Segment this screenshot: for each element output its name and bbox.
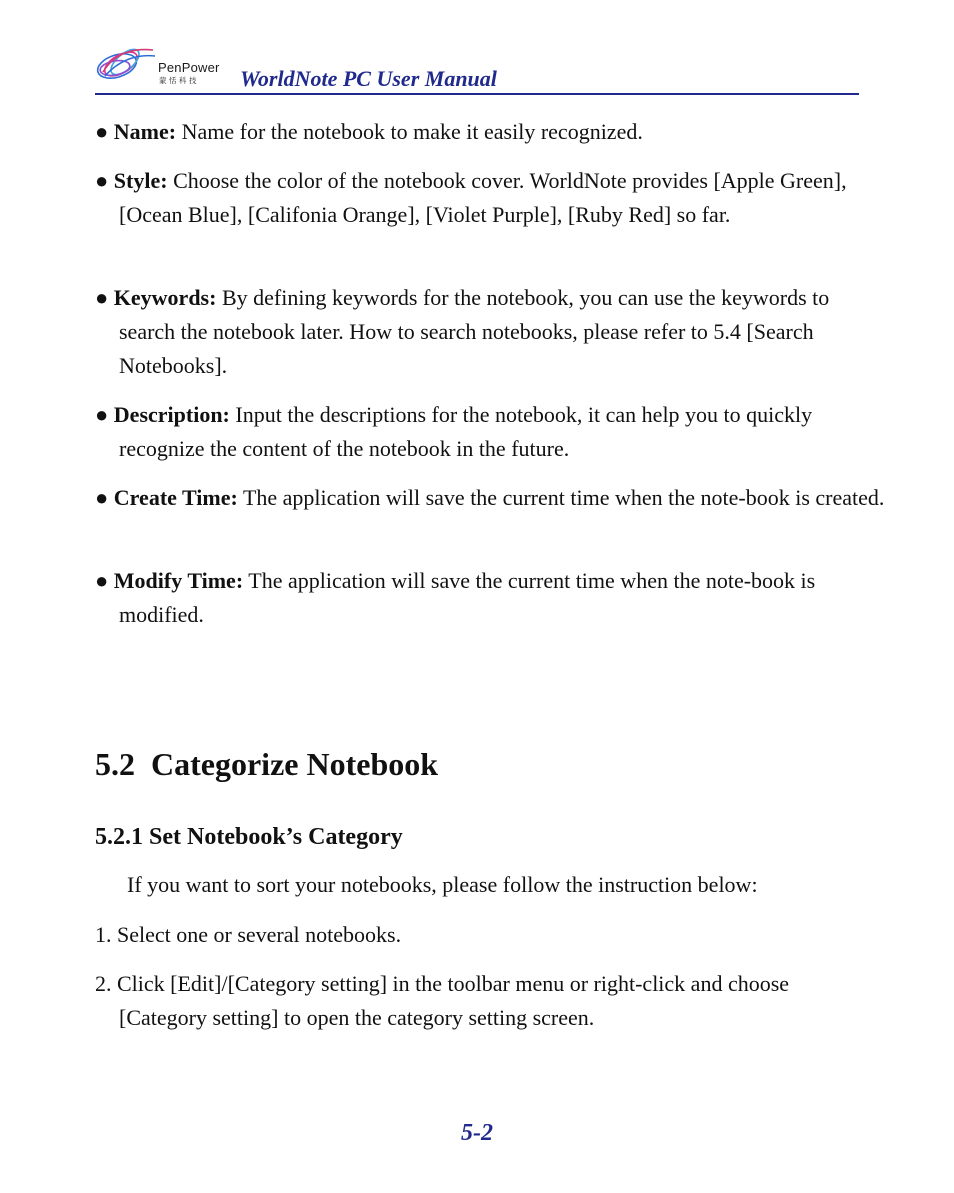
bullet-icon: ● xyxy=(95,485,109,510)
field-name xyxy=(95,115,889,149)
field-description xyxy=(95,398,889,466)
page-number: 5-2 xyxy=(461,1120,493,1146)
bullet-icon: ● xyxy=(95,568,109,593)
bullet-icon: ● xyxy=(95,168,109,193)
bullet-icon: ● xyxy=(95,119,109,144)
field-text: The application will save the current time when the note-book is created. xyxy=(242,485,885,510)
field-style xyxy=(95,164,889,232)
field-text: The application will save the current time when the note-book is modified. xyxy=(119,568,816,627)
field-term: Modify Time: xyxy=(113,568,244,593)
field-create-time xyxy=(95,481,889,515)
subsection-heading: 5.2.1 Set Notebook’s Category xyxy=(95,824,403,850)
manual-title: WorldNote PC User Manual xyxy=(240,66,497,91)
brand-chinese: 蒙恬科技 xyxy=(159,76,199,85)
field-term: Keywords: xyxy=(113,285,217,310)
penpower-logo xyxy=(95,42,157,86)
brand-name: PenPower xyxy=(158,60,220,75)
page-header xyxy=(95,42,859,96)
field-text: By defining keywords for the notebook, you can use the keywords to search the notebook later. How to search notebooks, please refer to 5.4 [Search Notebooks]. xyxy=(119,285,830,378)
intro-paragraph: If you want to sort your notebooks, please follow the instruction below: xyxy=(127,872,758,897)
field-term: Style: xyxy=(113,168,168,193)
field-keywords xyxy=(95,281,889,383)
step-item: 1. Select one or several notebooks. xyxy=(95,922,402,947)
field-text: Name for the notebook to make it easily recognized. xyxy=(181,119,643,144)
field-text: Choose the color of the notebook cover. WorldNote provides [Apple Green], [Ocean Blue], [Califonia Orange], [Violet Purple], [Ruby Red] so far. xyxy=(119,168,847,227)
step-item: 2. Click [Edit]/[Category setting] in the toolbar menu or right-click and choose [Category setting] to open the category setting screen. xyxy=(95,971,790,1030)
field-term: Description: xyxy=(113,402,230,427)
field-text: Input the descriptions for the notebook, it can help you to quickly recognize the content of the notebook in the future. xyxy=(119,402,813,461)
field-modify-time xyxy=(95,564,889,632)
field-term: Create Time: xyxy=(113,485,238,510)
section-heading: 5.2 Categorize Notebook xyxy=(95,746,439,782)
field-term: Name: xyxy=(113,119,177,144)
header-rule xyxy=(95,93,859,95)
bullet-icon: ● xyxy=(95,402,109,427)
bullet-icon: ● xyxy=(95,285,109,310)
